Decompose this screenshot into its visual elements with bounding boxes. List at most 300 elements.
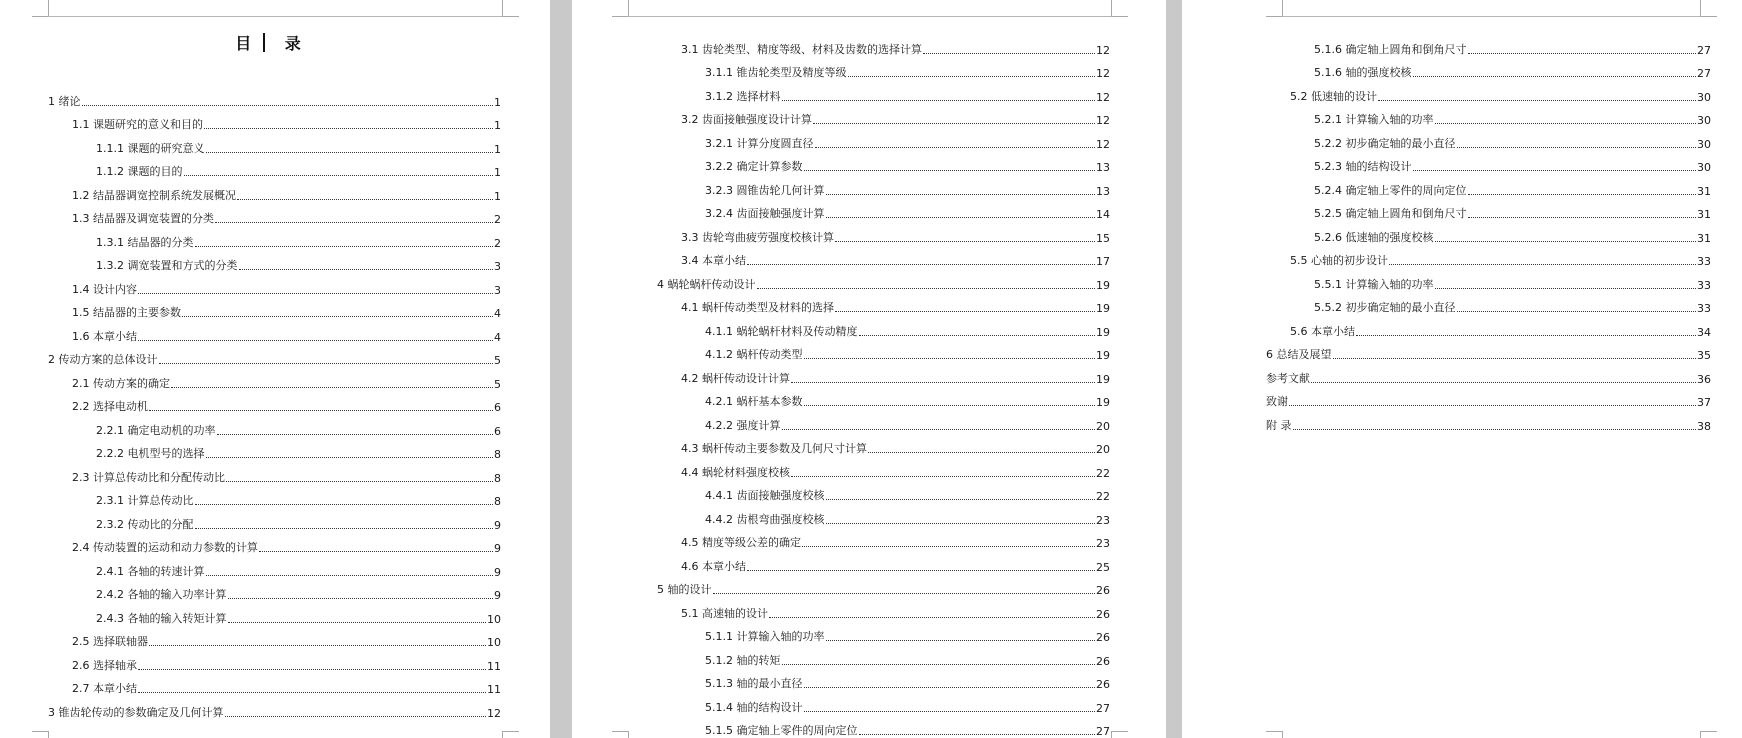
- toc-entry-page-number: 31: [1697, 208, 1711, 221]
- toc-entry[interactable]: [48, 367, 501, 391]
- toc-entry-label: 2.2 选择电动机: [72, 400, 148, 413]
- toc-entry-page-number: 1: [494, 95, 501, 109]
- toc-entry[interactable]: [48, 344, 501, 368]
- toc-entry[interactable]: [1266, 33, 1711, 57]
- toc-entry-page-number: 30: [1697, 161, 1711, 174]
- toc-entry[interactable]: [657, 644, 1110, 668]
- crop-mark: [612, 0, 629, 17]
- toc-entry[interactable]: [657, 503, 1110, 527]
- toc-entry-label: 2.2.1 确定电动机的功率: [96, 423, 216, 437]
- header-line: [628, 16, 1111, 17]
- toc-entry[interactable]: [657, 151, 1110, 175]
- toc-entry-page-number: 33: [1697, 278, 1711, 292]
- toc-entry-label: 2.4.1 各轴的转速计算: [96, 564, 205, 578]
- toc-entry-page-number: 19: [1096, 372, 1110, 386]
- toc-entry[interactable]: [657, 668, 1110, 692]
- toc-entry[interactable]: [657, 104, 1110, 128]
- toc-dot-leader: [1356, 335, 1696, 336]
- toc-entry-page-number: 27: [1096, 701, 1110, 715]
- toc-dot-leader: [1435, 241, 1697, 242]
- toc-entry[interactable]: [657, 339, 1110, 363]
- toc-entry[interactable]: [48, 203, 501, 227]
- toc-entry[interactable]: [48, 391, 501, 415]
- toc-entry[interactable]: [657, 456, 1110, 480]
- toc-dot-leader: [859, 734, 1096, 735]
- toc-entry-label: 4.1 蜗杆传动类型及材料的选择: [681, 301, 834, 314]
- toc-entry[interactable]: [1266, 127, 1711, 151]
- toc-entry-label: 2.1 传动方案的确定: [72, 376, 170, 390]
- toc-entry-page-number: 11: [487, 659, 501, 673]
- toc-entry-page-number: 13: [1096, 161, 1110, 174]
- toc-entry-page-number: 1: [494, 119, 501, 132]
- document-page-2: [572, 0, 1166, 738]
- toc-entry-page-number: 5: [494, 354, 501, 367]
- toc-entry-page-number: 8: [494, 495, 501, 508]
- toc-list: [657, 33, 1110, 738]
- toc-dot-leader: [835, 241, 1095, 242]
- toc-entry[interactable]: [657, 574, 1110, 598]
- toc-entry[interactable]: [1266, 198, 1711, 222]
- toc-entry-page-number: 26: [1096, 607, 1110, 621]
- toc-dot-leader: [1435, 288, 1697, 289]
- toc-dot-leader: [835, 311, 1095, 312]
- toc-entry-label: 2.4.3 各轴的输入转矩计算: [96, 611, 227, 625]
- toc-dot-leader: [1311, 382, 1696, 383]
- toc-entry-page-number: 9: [494, 518, 501, 532]
- toc-dot-leader: [791, 476, 1095, 477]
- toc-entry[interactable]: [657, 409, 1110, 433]
- toc-entry-page-number: 19: [1096, 349, 1110, 362]
- toc-entry[interactable]: [48, 532, 501, 556]
- toc-entry[interactable]: [48, 461, 501, 485]
- toc-dot-leader: [747, 570, 1095, 571]
- toc-entry-label: 5.2.2 初步确定轴的最小直径: [1314, 136, 1456, 150]
- toc-entry-label: 5.5.2 初步确定轴的最小直径: [1314, 301, 1456, 314]
- toc-entry[interactable]: [1266, 221, 1711, 245]
- crop-mark: [502, 731, 519, 738]
- toc-entry-page-number: 22: [1096, 490, 1110, 503]
- crop-mark: [1111, 0, 1128, 17]
- toc-entry-page-number: 11: [487, 683, 501, 696]
- toc-entry-page-number: 12: [487, 706, 501, 720]
- toc-entry-page-number: 9: [494, 542, 501, 555]
- toc-entry-page-number: 13: [1096, 184, 1110, 198]
- toc-entry-label: 5.2 低速轴的设计: [1290, 89, 1377, 103]
- toc-entry-label: 1 绪论: [48, 94, 81, 108]
- toc-dot-leader: [149, 645, 486, 646]
- toc-entry[interactable]: [48, 626, 501, 650]
- toc-dot-leader: [171, 387, 493, 388]
- toc-entry-page-number: 26: [1096, 678, 1110, 691]
- toc-entry[interactable]: [48, 485, 501, 509]
- toc-dot-leader: [1468, 217, 1697, 218]
- toc-entry[interactable]: [657, 480, 1110, 504]
- toc-entry[interactable]: [48, 250, 501, 274]
- toc-entry[interactable]: [1266, 362, 1711, 386]
- toc-entry-label: 附 录: [1266, 418, 1292, 432]
- toc-entry[interactable]: [657, 691, 1110, 715]
- toc-entry[interactable]: [657, 362, 1110, 386]
- toc-entry-label: 3 锥齿轮传动的参数确定及几何计算: [48, 705, 224, 719]
- toc-entry-page-number: 25: [1096, 560, 1110, 574]
- toc-dot-leader: [1389, 264, 1696, 265]
- toc-entry-label: 4.4.1 齿面接触强度校核: [705, 489, 825, 502]
- toc-entry-page-number: 27: [1697, 43, 1711, 57]
- toc-dot-leader: [1378, 100, 1696, 101]
- toc-entry-page-number: 27: [1096, 725, 1110, 738]
- toc-entry-page-number: 19: [1096, 278, 1110, 292]
- toc-dot-leader: [826, 640, 1096, 641]
- toc-entry-page-number: 26: [1096, 631, 1110, 644]
- toc-entry-label: 1.4 设计内容: [72, 282, 137, 296]
- toc-dot-leader: [159, 363, 494, 364]
- toc-dot-leader: [804, 711, 1096, 712]
- toc-entry-label: 4.4 蜗轮材料强度校核: [681, 465, 790, 479]
- toc-entry-label: 4.1.1 蜗轮蜗杆材料及传动精度: [705, 324, 858, 338]
- toc-entry-page-number: 1: [494, 166, 501, 179]
- toc-dot-leader: [237, 199, 493, 200]
- toc-entry[interactable]: [657, 527, 1110, 551]
- toc-entry[interactable]: [1266, 339, 1711, 363]
- toc-dot-leader: [1435, 123, 1697, 124]
- toc-dot-leader: [713, 593, 1096, 594]
- toc-entry-page-number: 1: [494, 189, 501, 203]
- toc-dot-leader: [1468, 53, 1697, 54]
- toc-dot-leader: [1413, 170, 1697, 171]
- toc-entry[interactable]: [48, 132, 501, 156]
- toc-entry-label: 1.1 课题研究的意义和目的: [72, 118, 203, 131]
- toc-dot-leader: [239, 269, 494, 270]
- toc-entry-label: 5.2.5 确定轴上圆角和倒角尺寸: [1314, 207, 1467, 220]
- toc-dot-leader: [813, 123, 1095, 124]
- toc-entry-page-number: 8: [494, 471, 501, 485]
- toc-entry-label: 5.2.1 计算输入轴的功率: [1314, 113, 1434, 126]
- toc-entry[interactable]: [657, 221, 1110, 245]
- toc-entry-page-number: 2: [494, 236, 501, 250]
- toc-entry[interactable]: [1266, 57, 1711, 81]
- toc-entry-label: 1.6 本章小结: [72, 329, 137, 343]
- toc-dot-leader: [769, 617, 1095, 618]
- toc-entry-label: 2.2.2 电机型号的选择: [96, 447, 205, 460]
- toc-title: 目 录: [235, 34, 315, 53]
- toc-entry-page-number: 6: [494, 401, 501, 414]
- toc-entry-label: 5.5.1 计算输入轴的功率: [1314, 277, 1434, 291]
- toc-entry-page-number: 27: [1697, 67, 1711, 80]
- toc-entry[interactable]: [48, 414, 501, 438]
- toc-entry[interactable]: [657, 268, 1110, 292]
- crop-mark: [1111, 731, 1128, 738]
- toc-entry-label: 5.1.4 轴的结构设计: [705, 700, 803, 714]
- toc-entry-label: 5.2.3 轴的结构设计: [1314, 160, 1412, 173]
- toc-entry[interactable]: [657, 597, 1110, 621]
- toc-list: [48, 85, 501, 720]
- toc-entry-page-number: 12: [1096, 43, 1110, 57]
- toc-entry[interactable]: [1266, 268, 1711, 292]
- toc-entry-label: 4.1.2 蜗杆传动类型: [705, 348, 803, 361]
- toc-entry-label: 5.1.1 计算输入轴的功率: [705, 630, 825, 643]
- toc-entry[interactable]: [48, 226, 501, 250]
- header-line: [48, 16, 502, 17]
- toc-dot-leader: [226, 481, 493, 482]
- crop-mark: [1266, 731, 1283, 738]
- toc-entry-page-number: 8: [494, 448, 501, 461]
- toc-entry[interactable]: [657, 386, 1110, 410]
- toc-entry-label: 致谢: [1266, 395, 1288, 408]
- toc-dot-leader: [1293, 429, 1697, 430]
- toc-entry[interactable]: [1266, 292, 1711, 316]
- toc-entry-label: 3.1.2 选择材料: [705, 89, 781, 103]
- toc-entry-label: 2.7 本章小结: [72, 682, 137, 695]
- toc-entry[interactable]: [48, 179, 501, 203]
- toc-entry-page-number: 23: [1096, 537, 1110, 550]
- toc-dot-leader: [1457, 311, 1697, 312]
- toc-entry-label: 3.1 齿轮类型、精度等级、材料及齿数的选择计算: [681, 42, 922, 56]
- toc-dot-leader: [848, 76, 1096, 77]
- toc-entry-label: 5.1.6 轴的强度校核: [1314, 66, 1412, 79]
- toc-dot-leader: [826, 217, 1096, 218]
- toc-entry-page-number: 30: [1697, 114, 1711, 127]
- document-page-1: [0, 0, 550, 738]
- toc-entry-label: 3.1.1 锥齿轮类型及精度等级: [705, 66, 847, 79]
- toc-entry[interactable]: [657, 198, 1110, 222]
- toc-entry[interactable]: [657, 33, 1110, 57]
- toc-entry-page-number: 34: [1697, 325, 1711, 339]
- toc-entry[interactable]: [48, 438, 501, 462]
- toc-entry-page-number: 30: [1697, 137, 1711, 151]
- toc-entry-page-number: 33: [1697, 255, 1711, 268]
- toc-dot-leader: [804, 170, 1096, 171]
- toc-entry-label: 5.1.2 轴的转矩: [705, 653, 781, 667]
- toc-entry-page-number: 9: [494, 589, 501, 602]
- toc-entry-label: 5 轴的设计: [657, 583, 712, 596]
- toc-entry-page-number: 12: [1096, 137, 1110, 151]
- toc-entry-label: 5.5 心轴的初步设计: [1290, 254, 1388, 267]
- toc-dot-leader: [182, 316, 493, 317]
- toc-dot-leader: [204, 128, 493, 129]
- toc-entry-label: 4.2.2 强度计算: [705, 418, 781, 432]
- toc-entry[interactable]: [1266, 409, 1711, 433]
- toc-entry-page-number: 12: [1096, 90, 1110, 104]
- toc-dot-leader: [228, 598, 494, 599]
- toc-entry-label: 4.3 蜗杆传动主要参数及几何尺寸计算: [681, 442, 867, 455]
- crop-mark: [32, 0, 49, 17]
- toc-entry[interactable]: [48, 273, 501, 297]
- toc-entry-page-number: 3: [494, 260, 501, 273]
- toc-entry-label: 4.2.1 蜗杆基本参数: [705, 395, 803, 408]
- crop-mark: [612, 731, 629, 738]
- toc-dot-leader: [149, 410, 493, 411]
- toc-dot-leader: [217, 434, 494, 435]
- toc-dot-leader: [815, 147, 1096, 148]
- toc-entry-label: 1.1.2 课题的目的: [96, 165, 183, 178]
- toc-entry[interactable]: [1266, 151, 1711, 175]
- toc-entry-label: 3.2.1 计算分度圆直径: [705, 136, 814, 150]
- toc-entry-label: 5.2.6 低速轴的强度校核: [1314, 230, 1434, 244]
- toc-entry-page-number: 12: [1096, 114, 1110, 127]
- toc-entry[interactable]: [1266, 315, 1711, 339]
- toc-entry-label: 4.6 本章小结: [681, 559, 746, 573]
- toc-dot-leader: [1289, 405, 1696, 406]
- toc-dot-leader: [804, 687, 1096, 688]
- toc-dot-leader: [1468, 194, 1697, 195]
- toc-dot-leader: [804, 358, 1096, 359]
- toc-entry-page-number: 33: [1697, 302, 1711, 315]
- toc-entry[interactable]: [48, 109, 501, 133]
- toc-dot-leader: [802, 546, 1095, 547]
- toc-dot-leader: [1333, 358, 1697, 359]
- header-line: [1282, 16, 1700, 17]
- toc-dot-leader: [82, 105, 494, 106]
- toc-entry-label: 3.2 齿面接触强度设计计算: [681, 113, 812, 126]
- toc-dot-leader: [1413, 76, 1697, 77]
- toc-dot-leader: [868, 452, 1095, 453]
- toc-entry-page-number: 3: [494, 283, 501, 297]
- crop-mark: [502, 0, 519, 17]
- toc-dot-leader: [826, 194, 1096, 195]
- toc-dot-leader: [195, 246, 494, 247]
- toc-entry-page-number: 37: [1697, 396, 1711, 409]
- toc-entry[interactable]: [1266, 174, 1711, 198]
- toc-entry-page-number: 35: [1697, 349, 1711, 362]
- toc-dot-leader: [195, 528, 494, 529]
- toc-dot-leader: [184, 175, 494, 176]
- toc-entry[interactable]: [657, 80, 1110, 104]
- toc-entry[interactable]: [48, 696, 501, 720]
- toc-entry[interactable]: [48, 579, 501, 603]
- toc-entry-page-number: 31: [1697, 184, 1711, 198]
- toc-list: [1266, 33, 1711, 433]
- toc-entry-label: 3.2.3 圆锥齿轮几何计算: [705, 183, 825, 197]
- toc-entry[interactable]: [657, 315, 1110, 339]
- toc-entry-label: 4 蜗轮蜗杆传动设计: [657, 277, 756, 291]
- toc-entry-label: 5.1.3 轴的最小直径: [705, 677, 803, 690]
- crop-mark: [1266, 0, 1283, 17]
- toc-entry-label: 1.2 结晶器调宽控制系统发展概况: [72, 188, 236, 202]
- toc-dot-leader: [757, 288, 1096, 289]
- toc-entry[interactable]: [657, 292, 1110, 316]
- toc-entry[interactable]: [657, 127, 1110, 151]
- toc-entry-page-number: 30: [1697, 90, 1711, 104]
- toc-entry[interactable]: [657, 550, 1110, 574]
- toc-entry-label: 4.5 精度等级公差的确定: [681, 536, 801, 549]
- toc-entry-label: 2.3.1 计算总传动比: [96, 494, 194, 507]
- toc-entry-label: 3.3 齿轮弯曲疲劳强度校核计算: [681, 230, 834, 244]
- toc-entry-page-number: 15: [1096, 231, 1110, 245]
- toc-entry[interactable]: [1266, 104, 1711, 128]
- toc-entry[interactable]: [657, 245, 1110, 269]
- toc-entry-page-number: 12: [1096, 67, 1110, 80]
- toc-dot-leader: [1457, 147, 1697, 148]
- toc-entry[interactable]: [48, 85, 501, 109]
- toc-dot-leader: [195, 504, 494, 505]
- toc-entry[interactable]: [657, 174, 1110, 198]
- toc-entry-label: 2.4.2 各轴的输入功率计算: [96, 588, 227, 601]
- toc-dot-leader: [782, 664, 1096, 665]
- toc-entry[interactable]: [48, 555, 501, 579]
- toc-entry-page-number: 5: [494, 377, 501, 391]
- toc-dot-leader: [782, 100, 1096, 101]
- toc-entry[interactable]: [1266, 80, 1711, 104]
- toc-entry-page-number: 38: [1697, 419, 1711, 433]
- crop-mark: [1700, 731, 1717, 738]
- toc-entry-label: 5.1 高速轴的设计: [681, 606, 768, 620]
- toc-entry[interactable]: [48, 320, 501, 344]
- toc-entry-page-number: 20: [1096, 443, 1110, 456]
- toc-dot-leader: [747, 264, 1095, 265]
- crop-mark: [1700, 0, 1717, 17]
- toc-dot-leader: [138, 340, 493, 341]
- toc-dot-leader: [826, 523, 1096, 524]
- toc-dot-leader: [791, 382, 1095, 383]
- toc-entry-label: 3.2.4 齿面接触强度计算: [705, 207, 825, 220]
- toc-entry-page-number: 1: [494, 142, 501, 156]
- toc-entry-page-number: 26: [1096, 584, 1110, 597]
- toc-entry[interactable]: [48, 649, 501, 673]
- crop-mark: [32, 731, 49, 738]
- toc-entry[interactable]: [48, 673, 501, 697]
- toc-dot-leader: [206, 575, 494, 576]
- toc-entry-page-number: 17: [1096, 255, 1110, 268]
- toc-dot-leader: [138, 669, 486, 670]
- toc-entry[interactable]: [1266, 245, 1711, 269]
- toc-entry-label: 2.4 传动装置的运动和动力参数的计算: [72, 541, 258, 554]
- toc-entry-label: 1.3 结晶器及调宽装置的分类: [72, 212, 214, 225]
- toc-entry[interactable]: [657, 621, 1110, 645]
- toc-entry-label: 5.1.6 确定轴上圆角和倒角尺寸: [1314, 42, 1467, 56]
- toc-entry[interactable]: [48, 156, 501, 180]
- toc-dot-leader: [138, 692, 486, 693]
- toc-dot-leader: [859, 335, 1096, 336]
- toc-entry-page-number: 19: [1096, 396, 1110, 409]
- toc-dot-leader: [225, 716, 487, 717]
- toc-entry-label: 3.2.2 确定计算参数: [705, 160, 803, 173]
- toc-dot-leader: [215, 222, 493, 223]
- toc-entry-page-number: 4: [494, 307, 501, 320]
- toc-entry[interactable]: [657, 715, 1110, 738]
- toc-entry-label: 6 总结及展望: [1266, 348, 1332, 361]
- toc-entry-label: 5.1.5 确定轴上零件的周向定位: [705, 724, 858, 737]
- toc-dot-leader: [826, 499, 1096, 500]
- toc-entry[interactable]: [657, 57, 1110, 81]
- toc-entry[interactable]: [48, 508, 501, 532]
- toc-dot-leader: [782, 429, 1096, 430]
- toc-entry-page-number: 20: [1096, 419, 1110, 433]
- toc-entry-page-number: 2: [494, 213, 501, 226]
- toc-entry-label: 2.6 选择轴承: [72, 658, 137, 672]
- toc-entry[interactable]: [1266, 386, 1711, 410]
- toc-entry-page-number: 9: [494, 565, 501, 579]
- document-page-3: [1182, 0, 1742, 738]
- toc-entry[interactable]: [48, 602, 501, 626]
- toc-entry-page-number: 10: [487, 636, 501, 649]
- toc-entry-label: 1.1.1 课题的研究意义: [96, 141, 205, 155]
- toc-entry-page-number: 19: [1096, 302, 1110, 315]
- toc-entry-page-number: 23: [1096, 513, 1110, 527]
- toc-entry-page-number: 36: [1697, 372, 1711, 386]
- toc-entry-page-number: 19: [1096, 325, 1110, 339]
- toc-entry-label: 1.5 结晶器的主要参数: [72, 306, 181, 319]
- toc-entry[interactable]: [657, 433, 1110, 457]
- toc-entry-label: 1.3.2 调宽装置和方式的分类: [96, 259, 238, 272]
- toc-entry[interactable]: [48, 297, 501, 321]
- toc-entry-label: 3.4 本章小结: [681, 254, 746, 267]
- toc-entry-page-number: 22: [1096, 466, 1110, 480]
- toc-entry-page-number: 26: [1096, 654, 1110, 668]
- toc-entry-page-number: 4: [494, 330, 501, 344]
- toc-entry-page-number: 6: [494, 424, 501, 438]
- toc-dot-leader: [923, 53, 1095, 54]
- toc-entry-page-number: 14: [1096, 208, 1110, 221]
